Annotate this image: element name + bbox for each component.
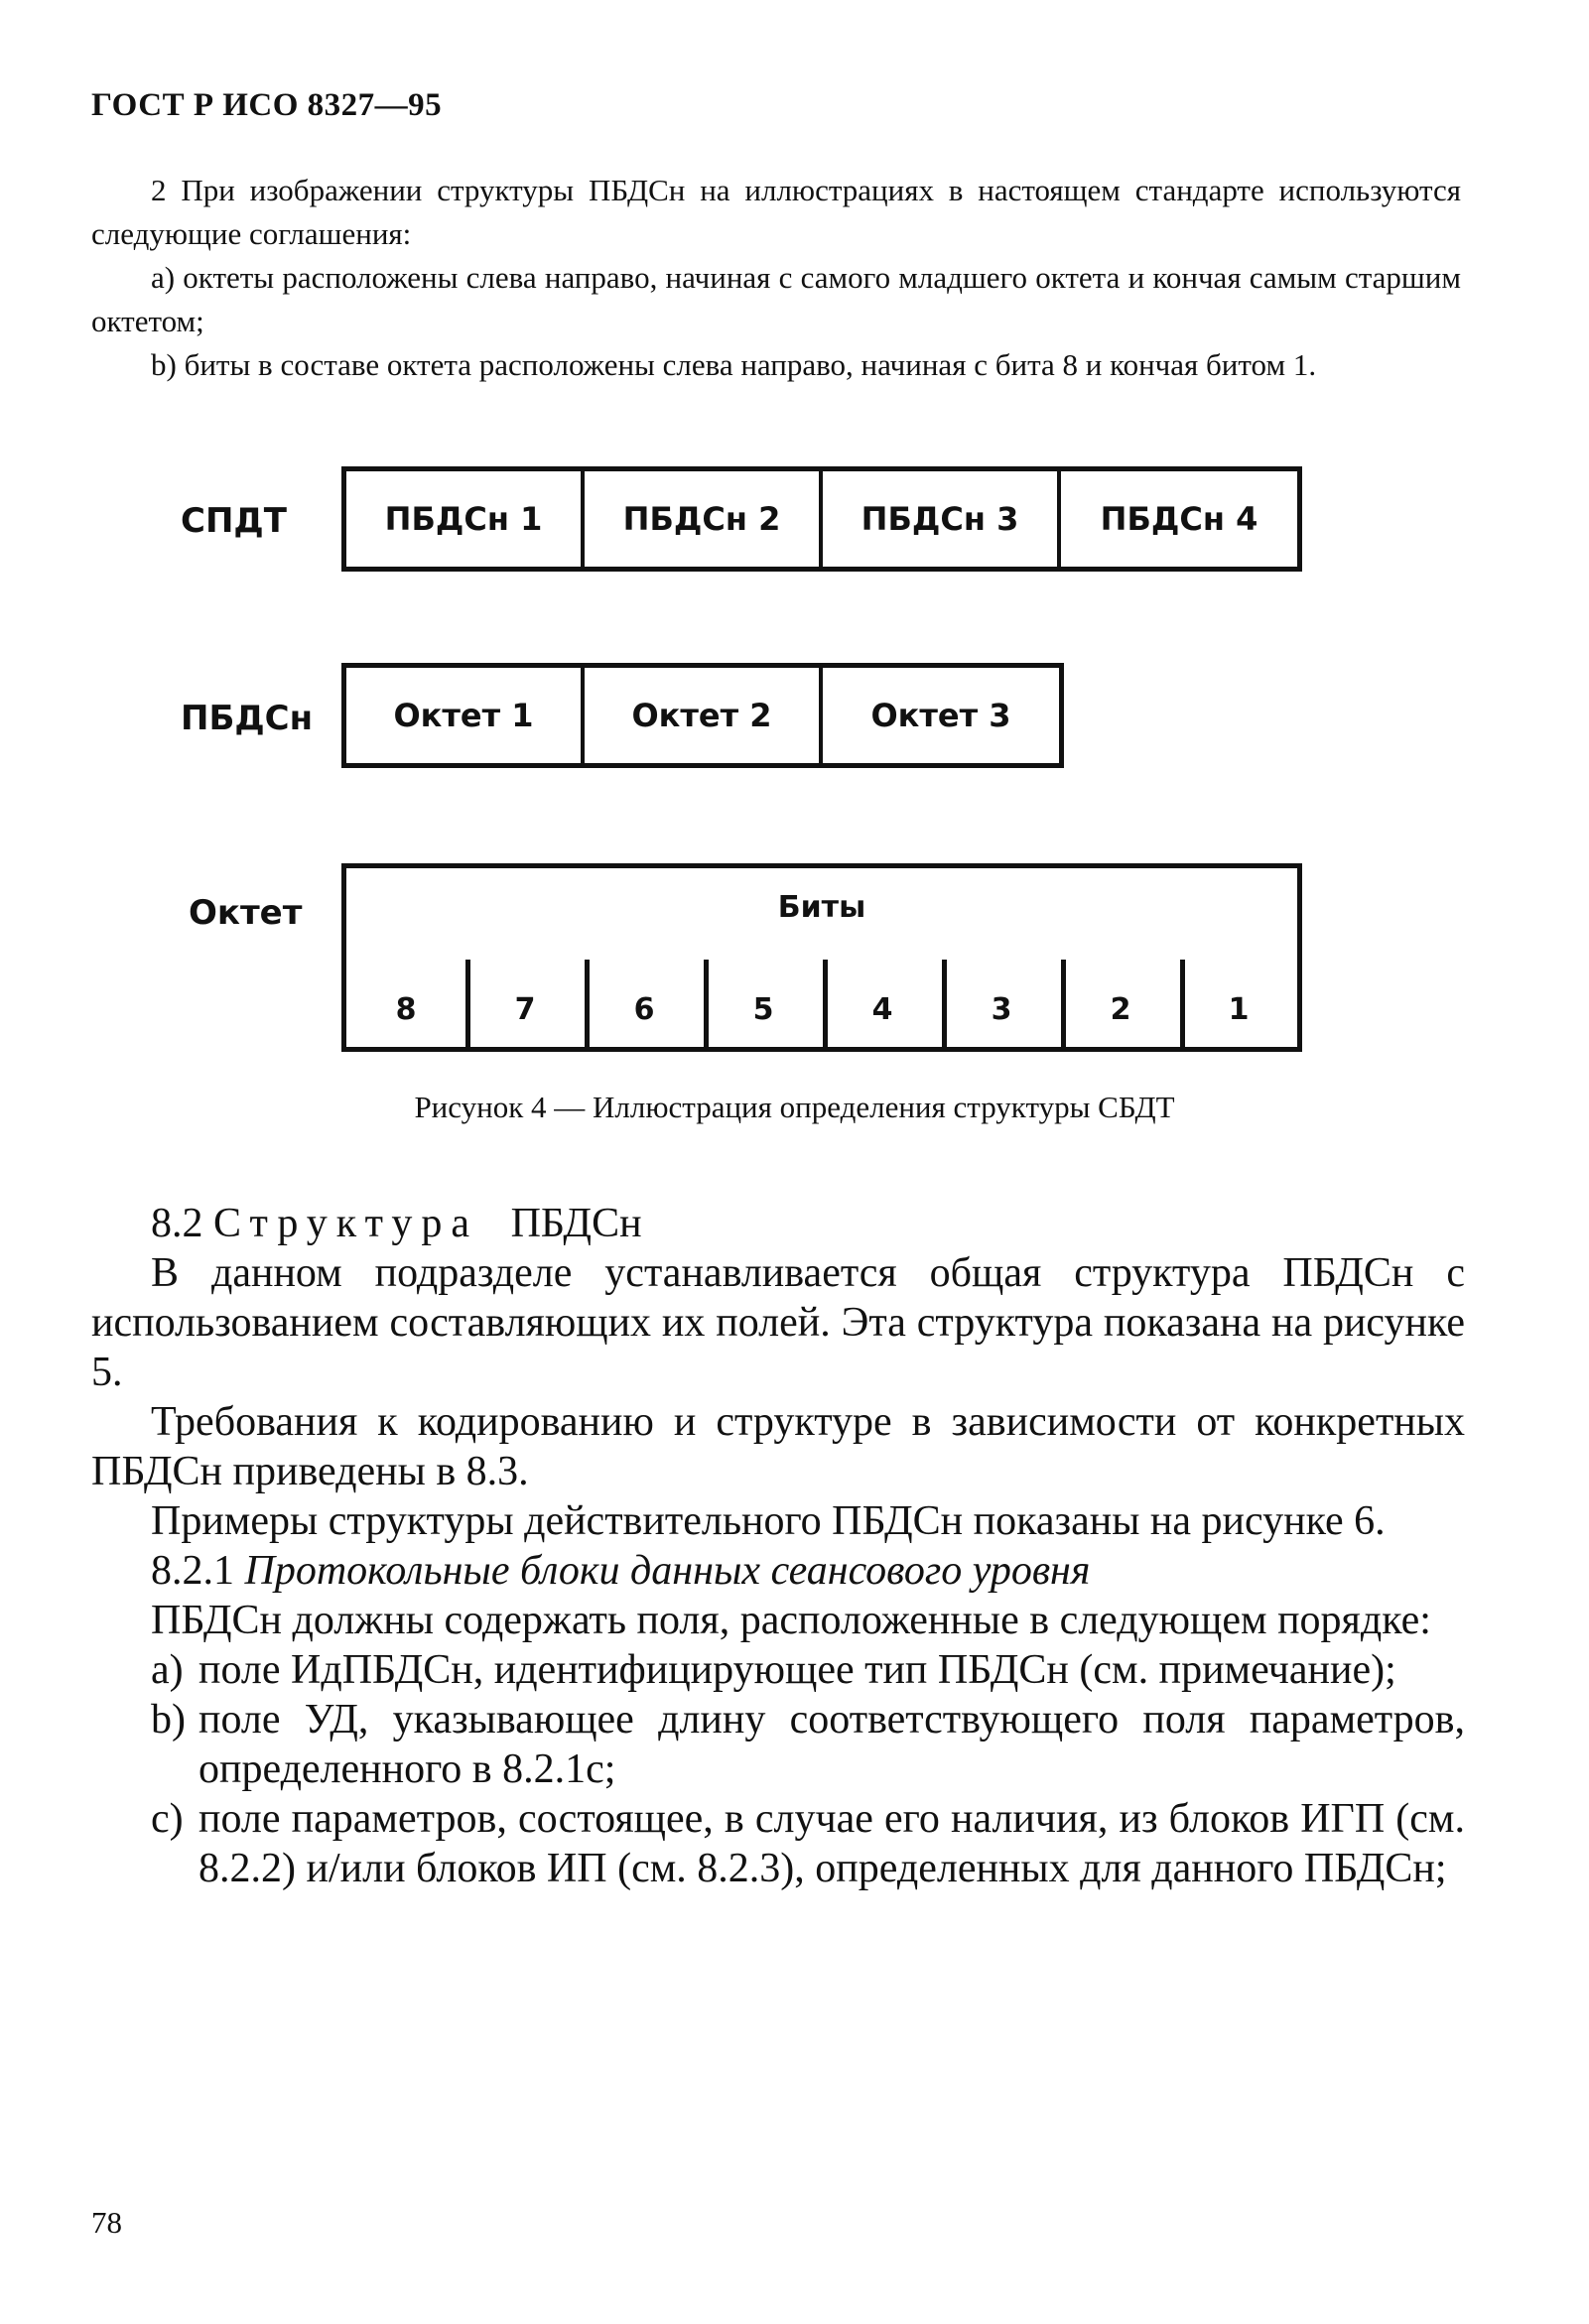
row-label-pbdsn: ПБДСн — [181, 699, 314, 738]
note-paragraph-1: 2 При изображении структуры ПБДСн на иллюстрациях в настоящем стандарте используются следующие соглашения: — [91, 173, 1461, 251]
figure-caption: Рисунок 4 — Иллюстрация определения структуры СБДТ — [414, 1090, 1175, 1124]
page-number: 78 — [91, 2205, 122, 2240]
section-paragraph-2: Требования к кодированию и структуре в зависимости от конкретных ПБДСн приведены в 8.3. — [91, 1399, 1465, 1494]
section-8-2 — [91, 1199, 1465, 1893]
bit-7: 7 — [514, 992, 536, 1027]
list-item-c — [91, 1794, 1465, 1893]
bit-4: 4 — [871, 992, 893, 1027]
note-block — [91, 169, 1461, 387]
octet-cell-1: Октет 1 — [346, 668, 585, 763]
bit-6: 6 — [633, 992, 655, 1027]
list-item-label: b) — [151, 1697, 186, 1743]
row-label-octet: Октет — [189, 893, 303, 933]
subsection-heading — [91, 1546, 1465, 1596]
list-item-b — [91, 1695, 1465, 1794]
spdt-cell-4: ПБДСн 4 — [1100, 500, 1258, 538]
section-title-rest: ПБДСн — [510, 1201, 642, 1246]
note-paragraph-2: а) октеты расположены слева направо, начиная с самого младшего октета и кончая самым старшим октетом; — [91, 260, 1461, 338]
section-title-spaced: Структура — [213, 1201, 479, 1246]
bit-2: 2 — [1110, 992, 1131, 1027]
bits-title: Биты — [777, 890, 866, 925]
row-label-spdt: СПДТ — [181, 501, 287, 541]
octet-cell-2: Октет 2 — [585, 668, 823, 763]
section-paragraph-4: ПБДСн должны содержать поля, расположенные в следующем порядке: — [151, 1598, 1431, 1643]
spdt-cell-2: ПБДСн 2 — [585, 471, 823, 567]
list-item-text: поле параметров, состоящее, в случае его наличия, из блоков ИГП (см. 8.2.2) и/или блоков ИП (см. 8.2.3), определенных для данного ПБДСн; — [199, 1796, 1465, 1891]
note-paragraph-3: b) биты в составе октета расположены слева направо, начиная с бита 8 и кончая битом 1. — [151, 347, 1317, 382]
list-item-a — [91, 1645, 1465, 1695]
section-paragraph-1: В данном подразделе устанавливается общая структура ПБДСн с использованием составляющих их полей. Эта структура показана на рисунке 5. — [91, 1250, 1465, 1395]
bit-8: 8 — [395, 992, 417, 1027]
list-item-text: поле УД, указывающее длину соответствующего поля параметров, определенного в 8.2.1с; — [199, 1697, 1465, 1792]
document-header: ГОСТ Р ИСО 8327—95 — [91, 87, 443, 123]
subsection-title: Протокольные блоки данных сеансового уровня — [244, 1548, 1091, 1594]
spdt-cell-3: ПБДСн 3 — [823, 471, 1061, 567]
octet-cell-3: Октет 3 — [870, 697, 1011, 734]
subsection-number: 8.2.1 — [151, 1548, 234, 1594]
spdt-cell-1: ПБДСн 1 — [346, 471, 585, 567]
bit-3: 3 — [991, 992, 1012, 1027]
bit-1: 1 — [1228, 992, 1250, 1027]
pbdsn-box — [341, 663, 1064, 768]
section-paragraph-3: Примеры структуры действительного ПБДСн показаны на рисунке 6. — [151, 1498, 1386, 1544]
spdt-box — [341, 466, 1302, 572]
list-item-label: а) — [151, 1647, 184, 1693]
section-number: 8.2 — [151, 1201, 203, 1246]
list-item-text: поле ИдПБДСн, идентифицирующее тип ПБДСн (см. примечание); — [199, 1647, 1396, 1693]
bit-5: 5 — [752, 992, 774, 1027]
list-item-label: с) — [151, 1796, 184, 1842]
octet-box — [341, 863, 1302, 1052]
section-heading — [91, 1199, 1465, 1248]
